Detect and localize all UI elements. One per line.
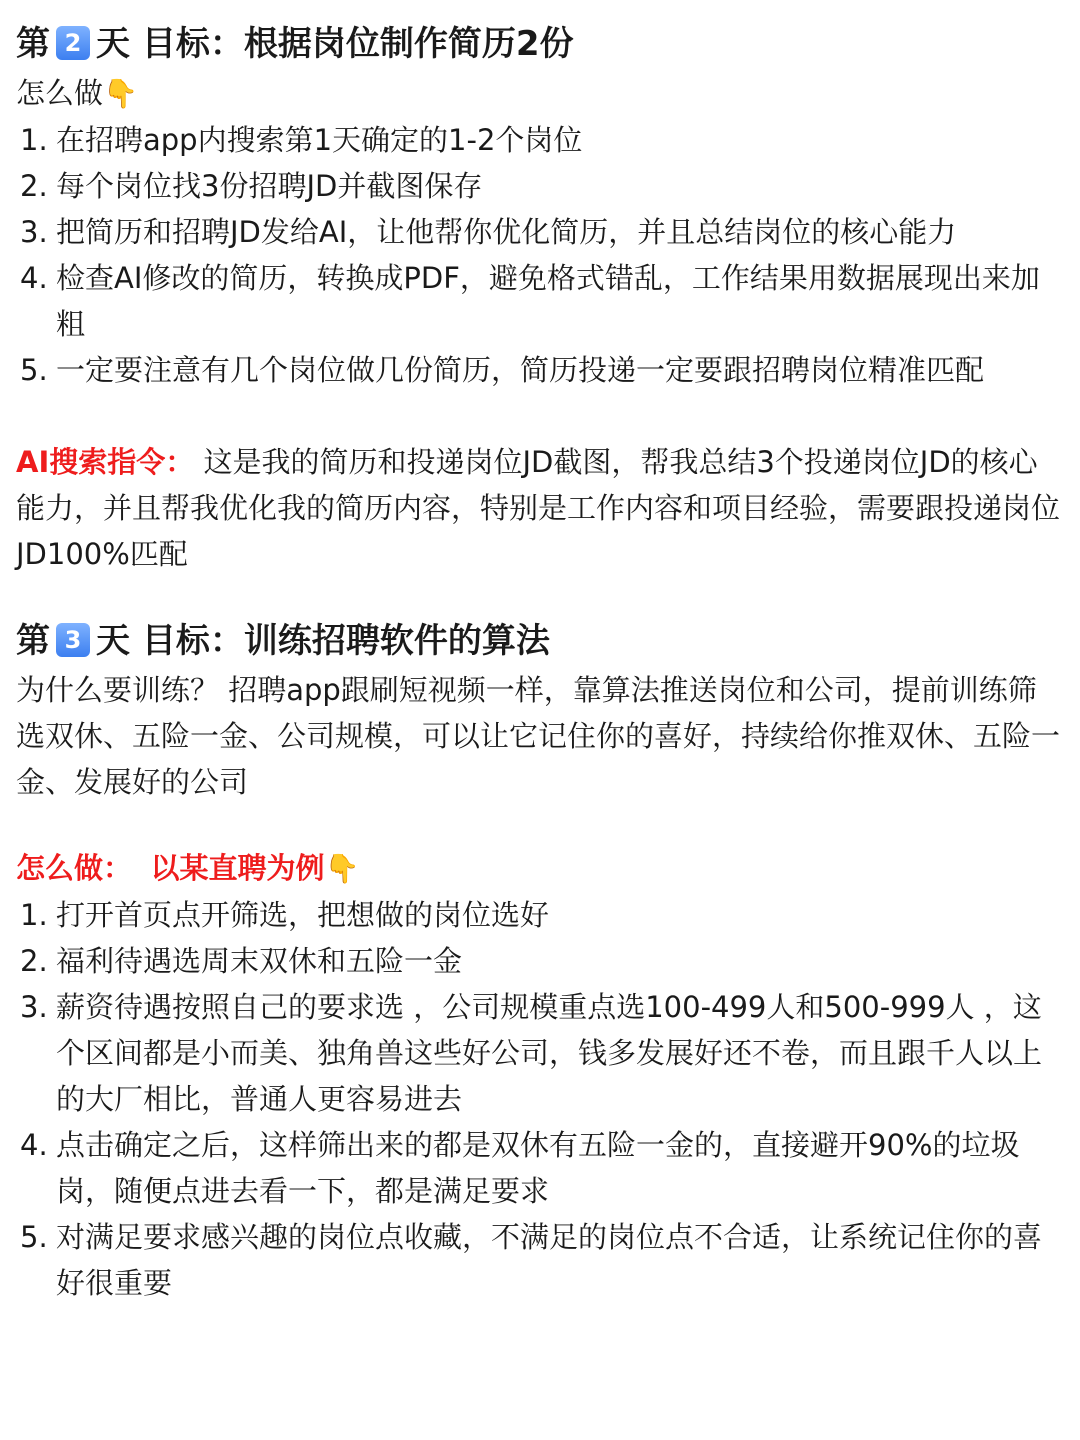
spacer [16, 577, 1064, 615]
day3-heading [16, 615, 1064, 667]
ai-prompt-text: 这是我的简历和投递岗位JD截图，帮我总结3个投递岗位JD的核心能力，并且帮我优化我的简历内容，特别是工作内容和项目经验，需要跟投递岗位JD100%匹配 [16, 445, 1061, 571]
step-text: 对满足要求感兴趣的岗位点收藏，不满足的岗位点不合适，让系统记住你的喜好很重要 [56, 1220, 1043, 1300]
day2-howto-label: 怎么做 [16, 76, 104, 110]
step-text: 点击确定之后，这样筛出来的都是双休有五险一金的，直接避开90%的垃圾岗，随便点进去看一下，都是满足要求 [56, 1128, 1020, 1208]
ai-prompt-label: AI搜索指令： [16, 445, 195, 479]
step-number: 2. [20, 944, 48, 978]
pointing-down-hand-icon: 👇 [103, 77, 138, 110]
list-item [16, 984, 1064, 1122]
pointing-down-hand-icon: 👇 [324, 852, 360, 885]
list-item [16, 117, 1064, 163]
day3-heading-prefix: 第 [16, 621, 50, 661]
day3-heading-text: 天 目标：训练招聘软件的算法 [96, 621, 550, 661]
spacer [16, 393, 1064, 439]
step-number: 4. [20, 1128, 48, 1162]
step-text: 在招聘app内搜索第1天确定的1-2个岗位 [56, 123, 583, 157]
step-text: 一定要注意有几个岗位做几份简历，简历投递一定要跟招聘岗位精准匹配 [56, 353, 985, 387]
day3-howto-label: 怎么做： [16, 851, 133, 885]
list-item [16, 163, 1064, 209]
day3-why-paragraph: 为什么要训练？ 招聘app跟刷短视频一样，靠算法推送岗位和公司，提前训练筛选双休、五险一金、公司规模，可以让它记住你的喜好，持续给你推双休、五险一金、发展好的公司 [16, 673, 1061, 799]
number-2-badge-icon: 2 [56, 26, 90, 60]
step-number: 3. [20, 990, 48, 1024]
step-text: 薪资待遇按照自己的要求选 ，公司规模重点选100-499人和500-999人 ，这个区间都是小而美、独角兽这些好公司，钱多发展好还不卷，而且跟千人以上的大厂相比，普通人更容易进去 [56, 990, 1043, 1116]
day2-howto [16, 70, 1064, 117]
list-item [16, 938, 1064, 984]
list-item [16, 347, 1064, 393]
step-text: 每个岗位找3份招聘JD并截图保存 [56, 169, 483, 203]
day2-heading-text: 天 目标：根据岗位制作简历2份 [96, 24, 574, 64]
step-number: 2. [20, 169, 48, 203]
step-text: 把简历和招聘JD发给AI，让他帮你优化简历，并且总结岗位的核心能力 [56, 215, 957, 249]
list-item [16, 209, 1064, 255]
step-text: 检查AI修改的简历，转换成PDF，避免格式错乱，工作结果用数据展现出来加粗 [56, 261, 1040, 341]
list-item [16, 255, 1064, 347]
day3-howto-example: 以某直聘为例 [150, 851, 325, 885]
day2-heading-prefix: 第 [16, 24, 50, 64]
step-number: 4. [20, 261, 48, 295]
day3-howto [16, 845, 1064, 892]
number-3-badge-icon: 3 [56, 623, 90, 657]
day2-heading [16, 18, 1064, 70]
step-number: 5. [20, 1220, 48, 1254]
day2-step-list [16, 117, 1064, 393]
list-item [16, 892, 1064, 938]
day3-step-list [16, 892, 1064, 1306]
step-text: 福利待遇选周末双休和五险一金 [56, 944, 463, 978]
step-text: 打开首页点开筛选，把想做的岗位选好 [56, 898, 550, 932]
step-number: 1. [20, 898, 48, 932]
step-number: 5. [20, 353, 48, 387]
step-number: 3. [20, 215, 48, 249]
list-item [16, 1122, 1064, 1214]
list-item [16, 1214, 1064, 1306]
ai-prompt-paragraph [16, 439, 1064, 577]
spacer [16, 805, 1064, 845]
step-number: 1. [20, 123, 48, 157]
